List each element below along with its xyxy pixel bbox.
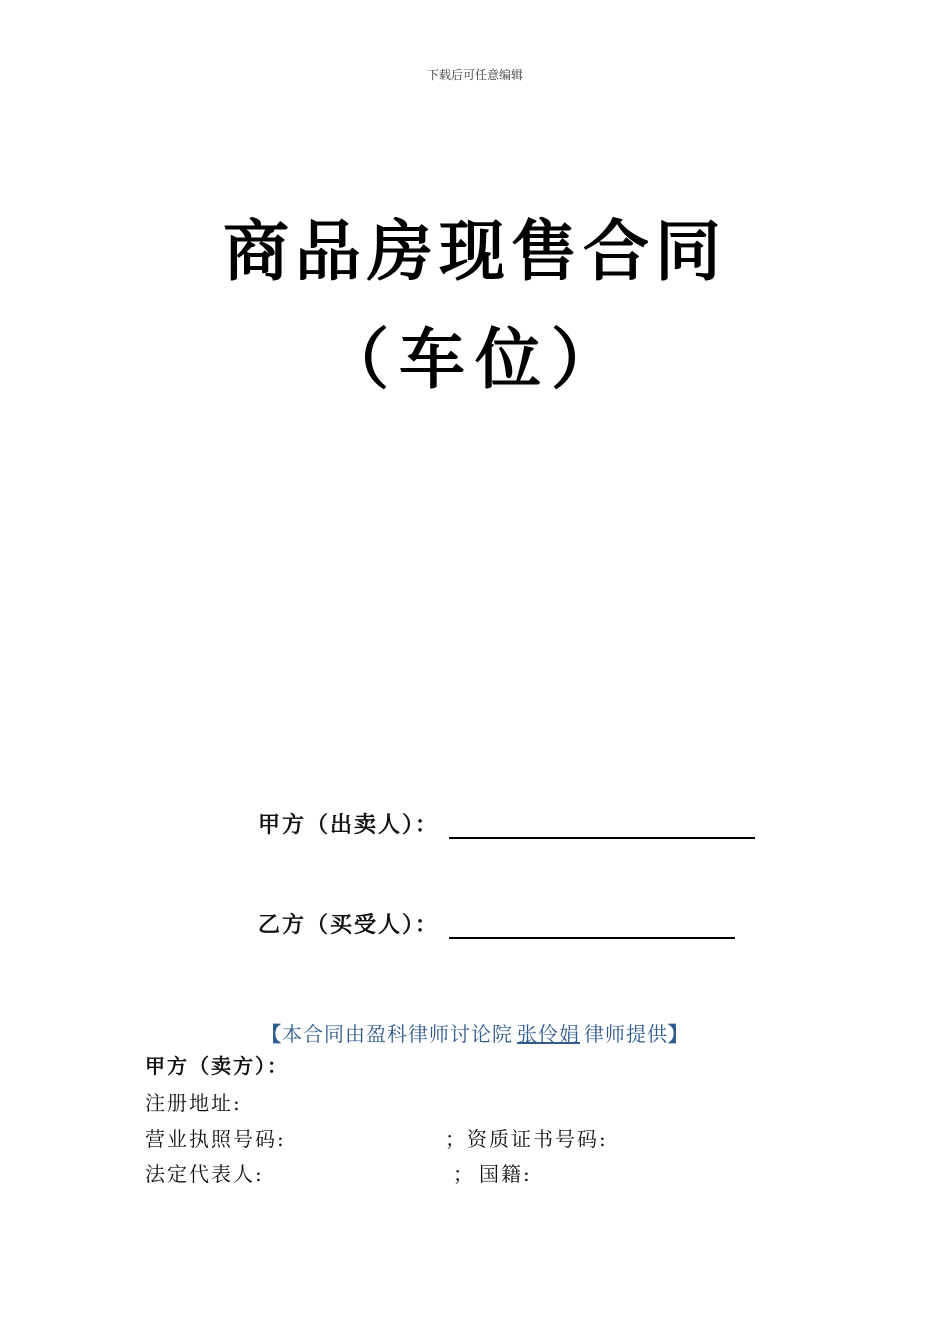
party-a-blank[interactable] [449,813,755,839]
provider-note [0,1018,950,1047]
provider-close-bracket: 】 [668,1022,689,1046]
header-note: 下载后可任意编辑 [426,68,523,82]
legal-rep-label: 法定代表人: [145,1162,264,1186]
separator-1: ； [445,1127,467,1151]
document-subtitle: （车位） [323,320,627,398]
separator-2: ； [453,1162,475,1186]
qualification-number-label: 资质证书号码: [467,1127,608,1151]
nationality-label: 国籍: [479,1162,532,1186]
party-a-label: 甲方（出卖人）： [258,812,440,838]
seller-heading: 甲方（卖方）： [145,1054,289,1078]
document-title: 商品房现售合同 [223,212,727,290]
registered-address-label: 注册地址: [145,1091,242,1115]
provider-prefix: 本合同由盈科律师讨论院 [282,1022,513,1046]
provider-lawyer-name: 张伶娟 [517,1022,580,1046]
provider-suffix: 律师提供 [584,1022,668,1046]
party-b-label: 乙方（买受人）： [258,912,440,938]
license-number-label: 营业执照号码: [145,1127,286,1151]
provider-open-bracket: 【 [261,1022,282,1046]
party-b-blank[interactable] [449,913,735,939]
party-b-line [258,908,735,939]
party-a-line [258,808,755,839]
